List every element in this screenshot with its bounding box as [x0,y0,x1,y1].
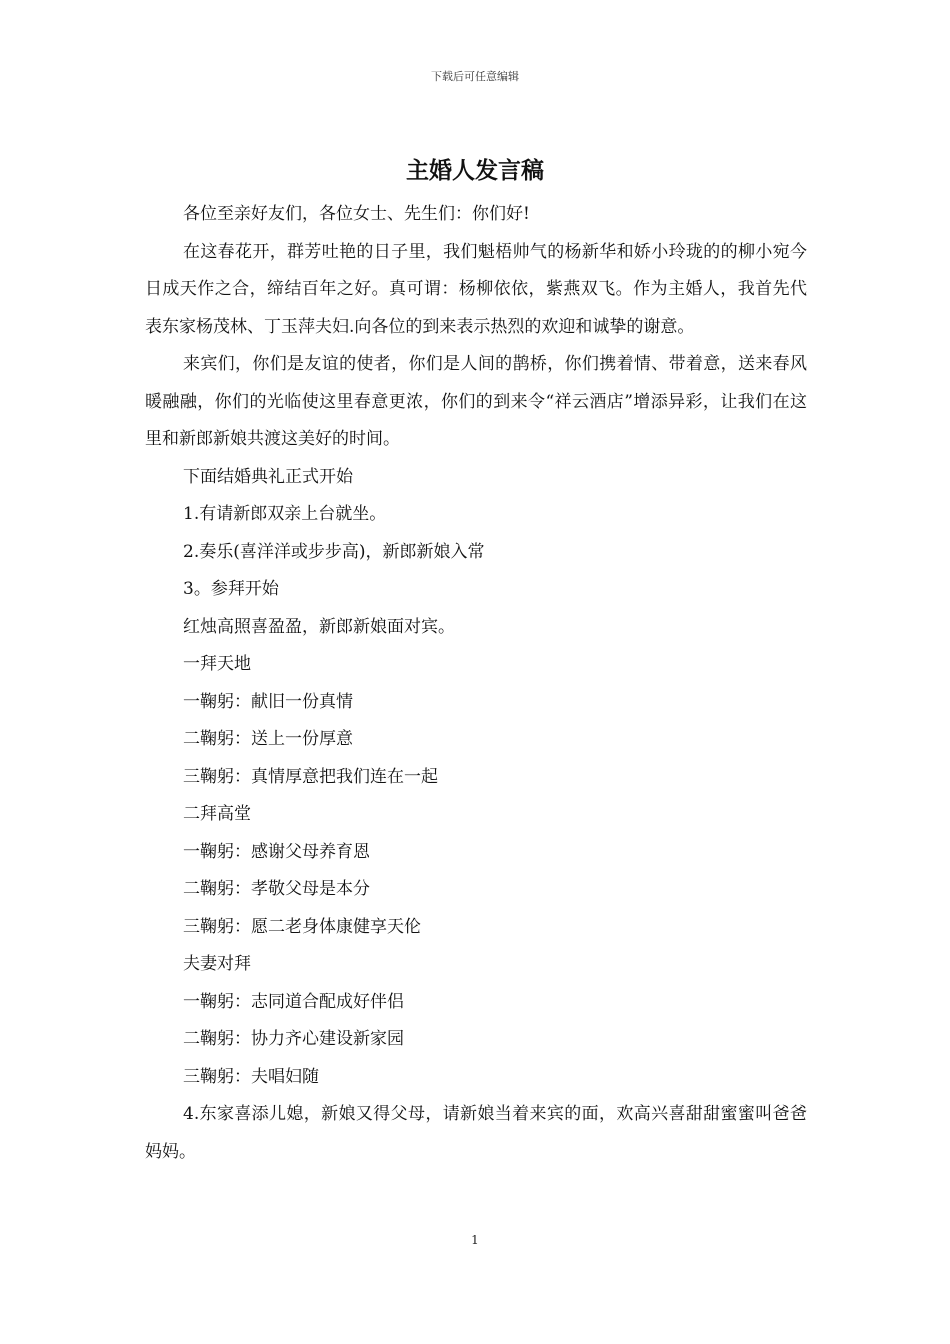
ceremony-line: 夫妻对拜 [183,954,251,974]
ceremony-line: 三鞠躬：愿二老身体康健享天伦 [183,916,421,937]
ceremony-line: 下面结婚典礼正式开始 [183,466,353,487]
page-number: 1 [471,1233,479,1247]
ceremony-line: 红烛高照喜盈盈，新郎新娘面对宾。 [183,616,455,637]
document-body [145,196,807,1171]
ceremony-line: 2.奏乐(喜洋洋或步步高)，新郎新娘入常 [183,541,485,562]
ceremony-line: 二鞠躬：协力齐心建设新家园 [183,1029,404,1049]
greeting-paragraph: 各位至亲好友们，各位女士、先生们：你们好! [183,204,530,224]
ceremony-line: 二鞠躬：孝敬父母是本分 [183,879,370,899]
ceremony-line: 一鞠躬：献旧一份真情 [183,691,353,712]
ceremony-line: 一拜天地 [183,654,251,674]
document-title: 主婚人发言稿 [406,158,544,184]
page-header: 下载后可任意编辑 [431,70,519,83]
body-paragraph: 4.东家喜添儿媳，新娘又得父母，请新娘当着来宾的面，欢高兴喜甜甜蜜蜜叫爸爸妈妈。 [145,1104,807,1162]
ceremony-line: 三鞠躬：夫唱妇随 [183,1066,319,1087]
body-paragraph: 来宾们，你们是友谊的使者，你们是人间的鹊桥，你们携着情、带着意，送来春风暖融融，你们的光临使这里春意更浓，你们的到来令“祥云酒店”增添异彩，让我们在这里和新郎新娘共渡这美好的时间。 [145,354,807,449]
ceremony-line: 二鞠躬：送上一份厚意 [183,729,353,749]
ceremony-line: 三鞠躬：真情厚意把我们连在一起 [183,766,438,787]
ceremony-line: 1.有请新郎双亲上台就坐。 [183,504,387,524]
ceremony-line: 3。参拜开始 [183,579,279,599]
ceremony-line: 一鞠躬：感谢父母养育恩 [183,841,370,862]
ceremony-line: 一鞠躬：志同道合配成好伴侣 [183,991,404,1012]
body-paragraph: 在这春花开，群芳吐艳的日子里，我们魁梧帅气的杨新华和娇小玲珑的的柳小宛今日成天作之合，缔结百年之好。真可谓：杨柳依依，紫燕双飞。作为主婚人，我首先代表东家杨茂林、丁玉萍夫妇.向各位的到来表示热烈的欢迎和诚挚的谢意。 [145,241,807,337]
ceremony-line: 二拜高堂 [183,804,251,824]
